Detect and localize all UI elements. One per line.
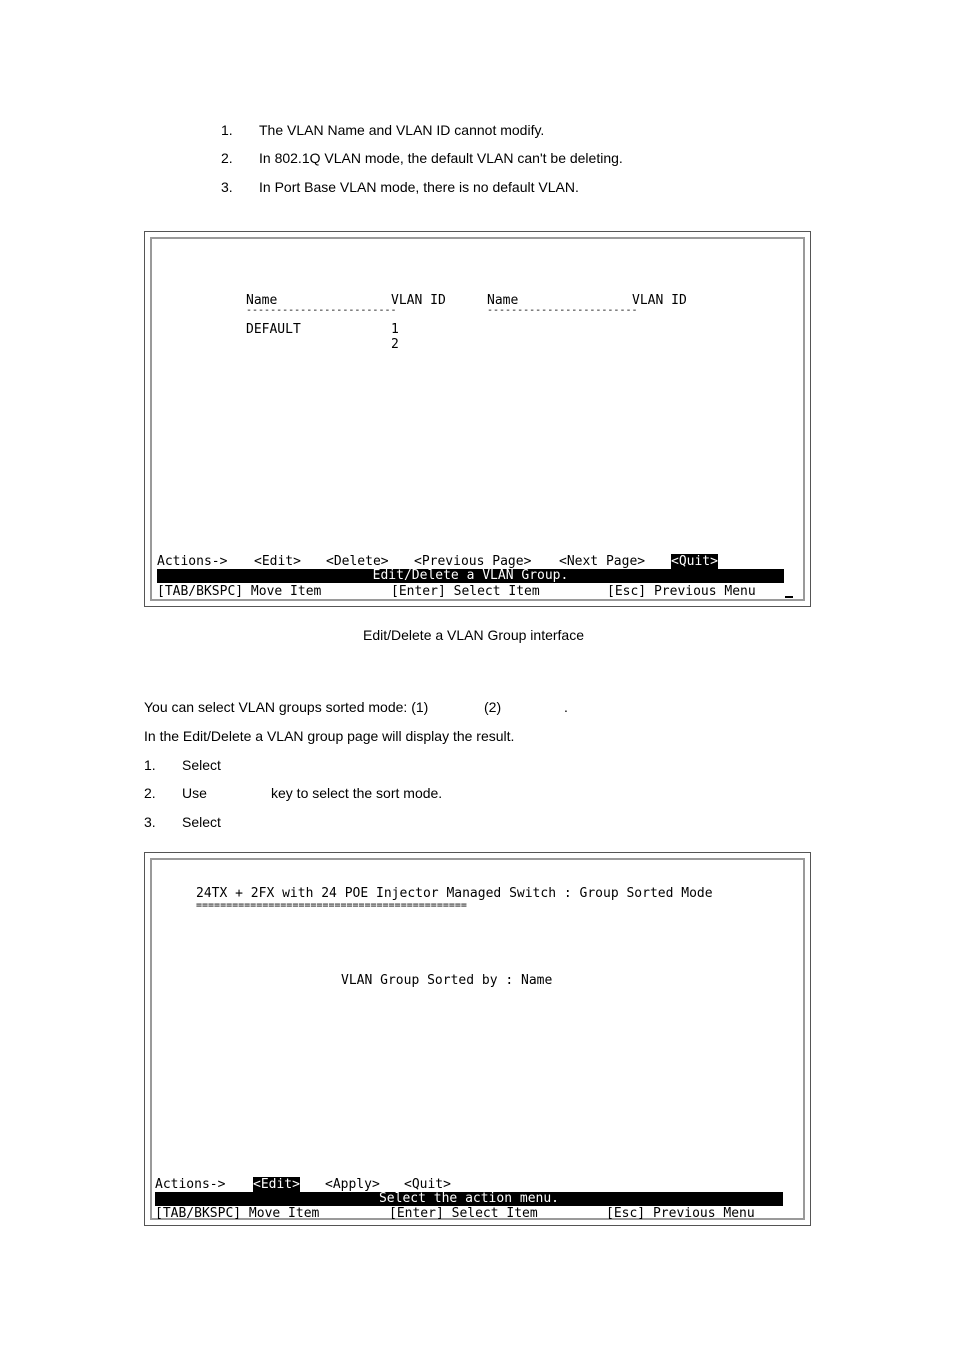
separator-line-2: ------------------------- xyxy=(487,305,638,316)
status-bar: Edit/Delete a VLAN Group. xyxy=(157,569,784,583)
intro-text-end: . xyxy=(564,699,568,715)
step-number: 1. xyxy=(144,757,156,773)
column-header-vlan-id: VLAN ID xyxy=(391,293,446,308)
screen-title: 24TX + 2FX with 24 POE Injector Managed Switch : Group Sorted Mode xyxy=(196,886,713,901)
help-previous-menu: [Esc] Previous Menu xyxy=(607,584,756,599)
note-number: 3. xyxy=(221,179,233,195)
separator-line: ------------------------- xyxy=(246,305,397,316)
intro-text: You can select VLAN groups sorted mode: (1) xyxy=(144,699,429,715)
intro-text-line-2: In the Edit/Delete a VLAN group page will display the result. xyxy=(144,728,515,744)
edit-button[interactable]: <Edit> xyxy=(254,554,301,569)
text-cursor xyxy=(785,596,793,598)
column-header-vlan-id-2: VLAN ID xyxy=(632,293,687,308)
column-header-name-2: Name xyxy=(487,293,519,308)
help-select-item: [Enter] Select Item xyxy=(391,584,540,599)
vlan-row-id[interactable]: 1 xyxy=(391,322,399,337)
vlan-row-name[interactable]: DEFAULT xyxy=(246,322,301,337)
step-number: 2. xyxy=(144,785,156,801)
help-select-item: [Enter] Select Item xyxy=(389,1206,538,1221)
terminal-frame xyxy=(150,237,805,601)
help-previous-menu: [Esc] Previous Menu xyxy=(606,1206,755,1221)
note-number: 1. xyxy=(221,122,233,138)
next-page-button[interactable]: <Next Page> xyxy=(559,554,646,569)
step-text: Use xyxy=(182,785,207,801)
terminal-frame xyxy=(150,858,805,1220)
terminal-screen-edit-delete xyxy=(144,231,811,607)
step-text-rest: key to select the sort mode. xyxy=(271,785,443,801)
sorted-by-field[interactable]: VLAN Group Sorted by : Name xyxy=(341,973,553,988)
actions-label: Actions-> xyxy=(155,1177,226,1192)
edit-button[interactable]: <Edit> xyxy=(253,1177,300,1192)
note-number: 2. xyxy=(221,150,233,166)
column-header-name: Name xyxy=(246,293,278,308)
intro-text-option-2: (2) xyxy=(484,699,502,715)
note-text: In Port Base VLAN mode, there is no default VLAN. xyxy=(259,179,579,195)
step-text: Select xyxy=(182,757,221,773)
status-bar: Select the action menu. xyxy=(155,1192,783,1206)
quit-button[interactable]: <Quit> xyxy=(404,1177,451,1192)
delete-button[interactable]: <Delete> xyxy=(326,554,389,569)
title-underline: ============================================= xyxy=(196,900,467,911)
step-text: Select xyxy=(182,814,221,830)
apply-button[interactable]: <Apply> xyxy=(325,1177,380,1192)
figure-caption: Edit/Delete a VLAN Group interface xyxy=(363,627,585,643)
actions-label: Actions-> xyxy=(157,554,228,569)
note-text: In 802.1Q VLAN mode, the default VLAN can't be deleting. xyxy=(259,150,623,166)
step-number: 3. xyxy=(144,814,156,830)
note-text: The VLAN Name and VLAN ID cannot modify. xyxy=(259,122,545,138)
quit-button[interactable]: <Quit> xyxy=(671,554,718,569)
vlan-row-id[interactable]: 2 xyxy=(391,337,399,352)
terminal-screen-group-sorted xyxy=(144,852,811,1226)
help-move-item: [TAB/BKSPC] Move Item xyxy=(155,1206,320,1221)
previous-page-button[interactable]: <Previous Page> xyxy=(414,554,532,569)
help-move-item: [TAB/BKSPC] Move Item xyxy=(157,584,322,599)
